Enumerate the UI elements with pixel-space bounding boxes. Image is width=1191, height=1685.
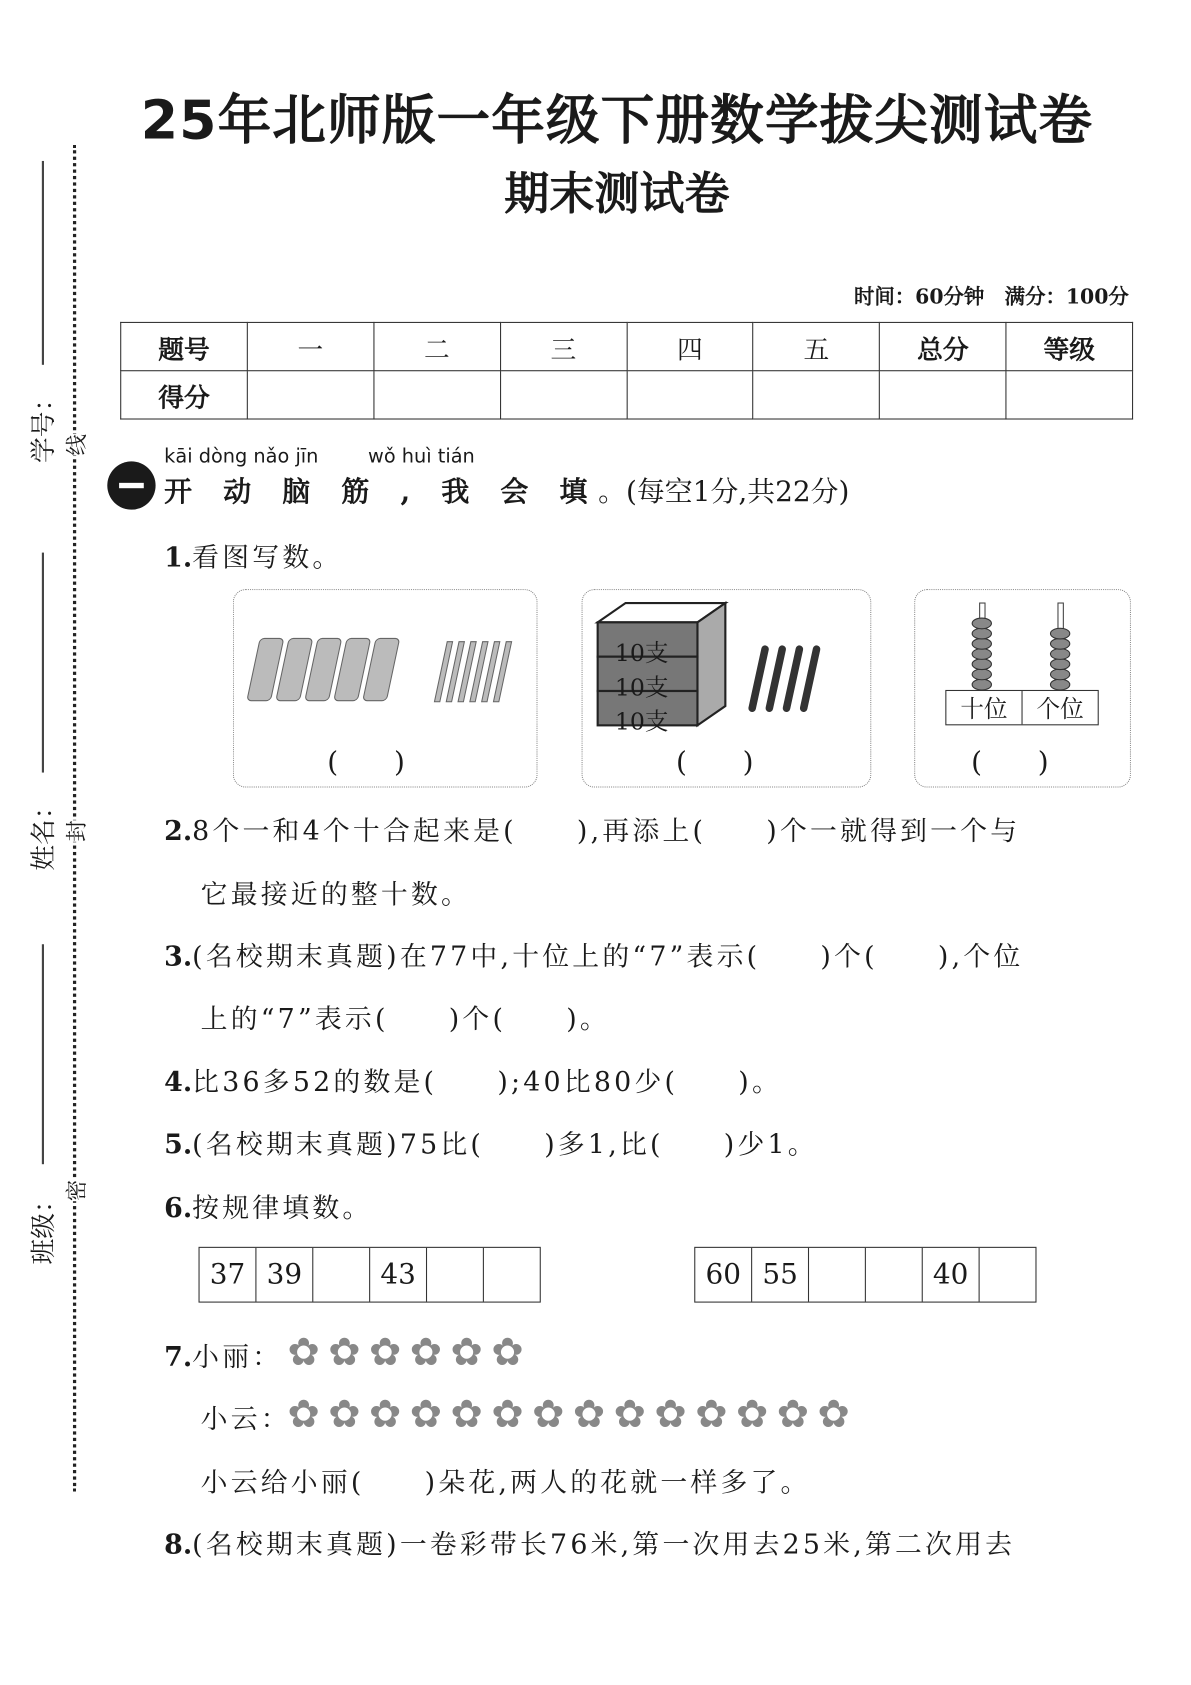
flower-icon: ✿	[491, 1330, 524, 1375]
abacus-illustration	[915, 590, 1130, 697]
page-subtitle: 期末测试卷	[504, 167, 730, 220]
flower-icon: ✿	[328, 1330, 361, 1375]
score-cell[interactable]	[753, 371, 879, 419]
flower-icon: ✿	[491, 1392, 524, 1437]
question-4	[164, 1061, 782, 1100]
seal-char: 密	[60, 1180, 91, 1201]
q-num: 1.	[164, 541, 193, 573]
score-cell[interactable]	[880, 371, 1006, 419]
class-label: 班级：	[28, 1187, 59, 1265]
seq-cell: 39	[256, 1248, 313, 1302]
question-3-cont: 上的“7”表示( )个( )。	[200, 1003, 610, 1035]
abacus-bead	[1050, 649, 1069, 660]
score-cell[interactable]	[374, 371, 500, 419]
q-text: 8个一和4个十合起来是( ),再添上( )个一就得到一个与	[192, 815, 1021, 847]
box-label: 10支	[614, 674, 669, 702]
section-heading	[164, 470, 849, 510]
answer-paren[interactable]: ( )	[675, 746, 754, 779]
header-cell: 题号	[121, 322, 247, 370]
flower-icon: ✿	[450, 1392, 483, 1437]
q-text: 看图写数。	[192, 541, 343, 573]
abacus-bead	[1050, 659, 1069, 670]
pinyin: kāi dòng nǎo jīn	[164, 445, 319, 468]
name-line	[42, 553, 44, 773]
abacus-bead	[972, 638, 991, 649]
flower-icon: ✿	[287, 1330, 320, 1375]
seq-cell: 43	[370, 1248, 427, 1302]
flower-icon: ✿	[369, 1392, 402, 1437]
abacus-bead	[972, 669, 991, 680]
abacus-bead	[972, 649, 991, 660]
flower-icon: ✿	[532, 1392, 565, 1437]
pinyin: wǒ huì tián	[368, 445, 475, 468]
header-cell: 等级	[1006, 322, 1132, 370]
header-cell: 三	[500, 322, 626, 370]
seq-blank[interactable]	[427, 1248, 484, 1302]
flower-icon: ✿	[409, 1392, 443, 1437]
q-num: 7.	[164, 1341, 193, 1373]
ones-label: 个位	[1036, 696, 1084, 724]
header-cell: 二	[374, 322, 500, 370]
xiaoli-flowers	[285, 1330, 525, 1375]
flower-icon: ✿	[817, 1392, 850, 1437]
score-cell[interactable]	[1006, 371, 1132, 419]
flower-icon: ✿	[654, 1392, 687, 1437]
question-7-text: 小云给小丽( )朵花,两人的花就一样多了。	[200, 1466, 811, 1498]
q-text: (名校期末真题)75比( )多1,比( )少1。	[192, 1128, 818, 1160]
abacus-bead	[972, 659, 991, 670]
seq-blank[interactable]	[809, 1248, 866, 1302]
score-cell[interactable]	[500, 371, 626, 419]
abacus-bead	[972, 618, 991, 629]
flower-icon: ✿	[328, 1392, 361, 1437]
flower-icon: ✿	[572, 1392, 606, 1437]
section-note: 。(每空1分,共22分)	[598, 476, 850, 509]
q-text: (名校期末真题)一卷彩带长76米,第一次用去25米,第二次用去	[192, 1529, 1016, 1561]
flower-icon: ✿	[695, 1392, 728, 1437]
place-value-labels	[945, 690, 1098, 725]
seq-cell: 60	[695, 1248, 752, 1302]
student-id-label: 学号：	[28, 385, 59, 463]
q-num: 8.	[164, 1529, 193, 1561]
header-cell: 四	[627, 322, 753, 370]
question-3	[164, 936, 1023, 975]
seq-blank[interactable]	[980, 1248, 1036, 1302]
seal-char: 封	[60, 820, 91, 841]
q-text: 比36多52的数是( );40比80少( )。	[192, 1066, 782, 1098]
seq-blank[interactable]	[313, 1248, 370, 1302]
box-label: 10支	[614, 640, 669, 668]
answer-paren[interactable]: ( )	[971, 746, 1049, 779]
header-cell: 五	[753, 322, 879, 370]
answer-paren[interactable]: ( )	[327, 746, 405, 779]
question-5	[164, 1123, 818, 1162]
question-1	[164, 537, 342, 576]
score-table	[120, 322, 1133, 420]
q-num: 3.	[164, 941, 193, 973]
q-text: (名校期末真题)在77中,十位上的“7”表示( )个( ),个位	[192, 941, 1024, 973]
time-and-score: 时间：60分钟 满分：100分	[853, 285, 1129, 310]
seq-cell: 40	[923, 1248, 980, 1302]
flower-icon: ✿	[735, 1392, 769, 1437]
q-num: 2.	[164, 815, 193, 847]
sequence-1	[199, 1247, 541, 1303]
q-num: 4.	[164, 1066, 193, 1098]
xiaoyun-flowers	[285, 1392, 852, 1437]
abacus-bead	[972, 628, 991, 639]
flower-icon: ✿	[776, 1392, 810, 1437]
seal-char: 线	[60, 434, 91, 455]
score-cell[interactable]	[627, 371, 753, 419]
header-cell: 总分	[880, 322, 1006, 370]
section-title: 开 动 脑 筋 , 我 会 填	[164, 476, 599, 509]
flower-icon: ✿	[613, 1392, 647, 1437]
seq-blank[interactable]	[866, 1248, 923, 1302]
class-line	[42, 944, 44, 1164]
question-7	[164, 1336, 282, 1375]
header-cell: 一	[247, 322, 373, 370]
binding-dotted-line	[73, 145, 76, 1492]
box-label: 10支	[614, 709, 669, 737]
q-text: 小丽：	[192, 1341, 283, 1373]
tens-label: 十位	[946, 691, 1022, 724]
flower-icon: ✿	[287, 1392, 320, 1437]
q-num: 6.	[164, 1192, 193, 1224]
sticks-illustration	[234, 590, 537, 740]
abacus-bead	[1050, 669, 1069, 680]
score-cell[interactable]	[247, 371, 373, 419]
sequence-2	[694, 1247, 1036, 1303]
question-8	[164, 1524, 1015, 1563]
abacus-bead	[1050, 679, 1069, 690]
q-num: 5.	[164, 1128, 193, 1160]
abacus-bead	[1050, 628, 1069, 639]
seq-blank[interactable]	[484, 1248, 540, 1302]
page-title: 25年北师版一年级下册数学拔尖测试卷	[140, 89, 1094, 152]
row-label: 得分	[121, 371, 247, 419]
section-number-badge	[107, 461, 155, 509]
flower-icon: ✿	[369, 1330, 402, 1375]
question-2-cont: 它最接近的整十数。	[200, 878, 472, 910]
question-6	[164, 1187, 372, 1226]
seq-cell: 55	[752, 1248, 809, 1302]
question-2	[164, 810, 1020, 849]
seq-cell: 37	[200, 1248, 257, 1302]
abacus-bead	[972, 679, 991, 690]
flower-icon: ✿	[409, 1330, 443, 1375]
flower-icon: ✿	[450, 1330, 483, 1375]
xiaoyun-label: 小云：	[200, 1403, 291, 1435]
q-text: 按规律填数。	[192, 1192, 373, 1224]
abacus-bead	[1050, 638, 1069, 649]
name-label: 姓名：	[28, 793, 59, 871]
